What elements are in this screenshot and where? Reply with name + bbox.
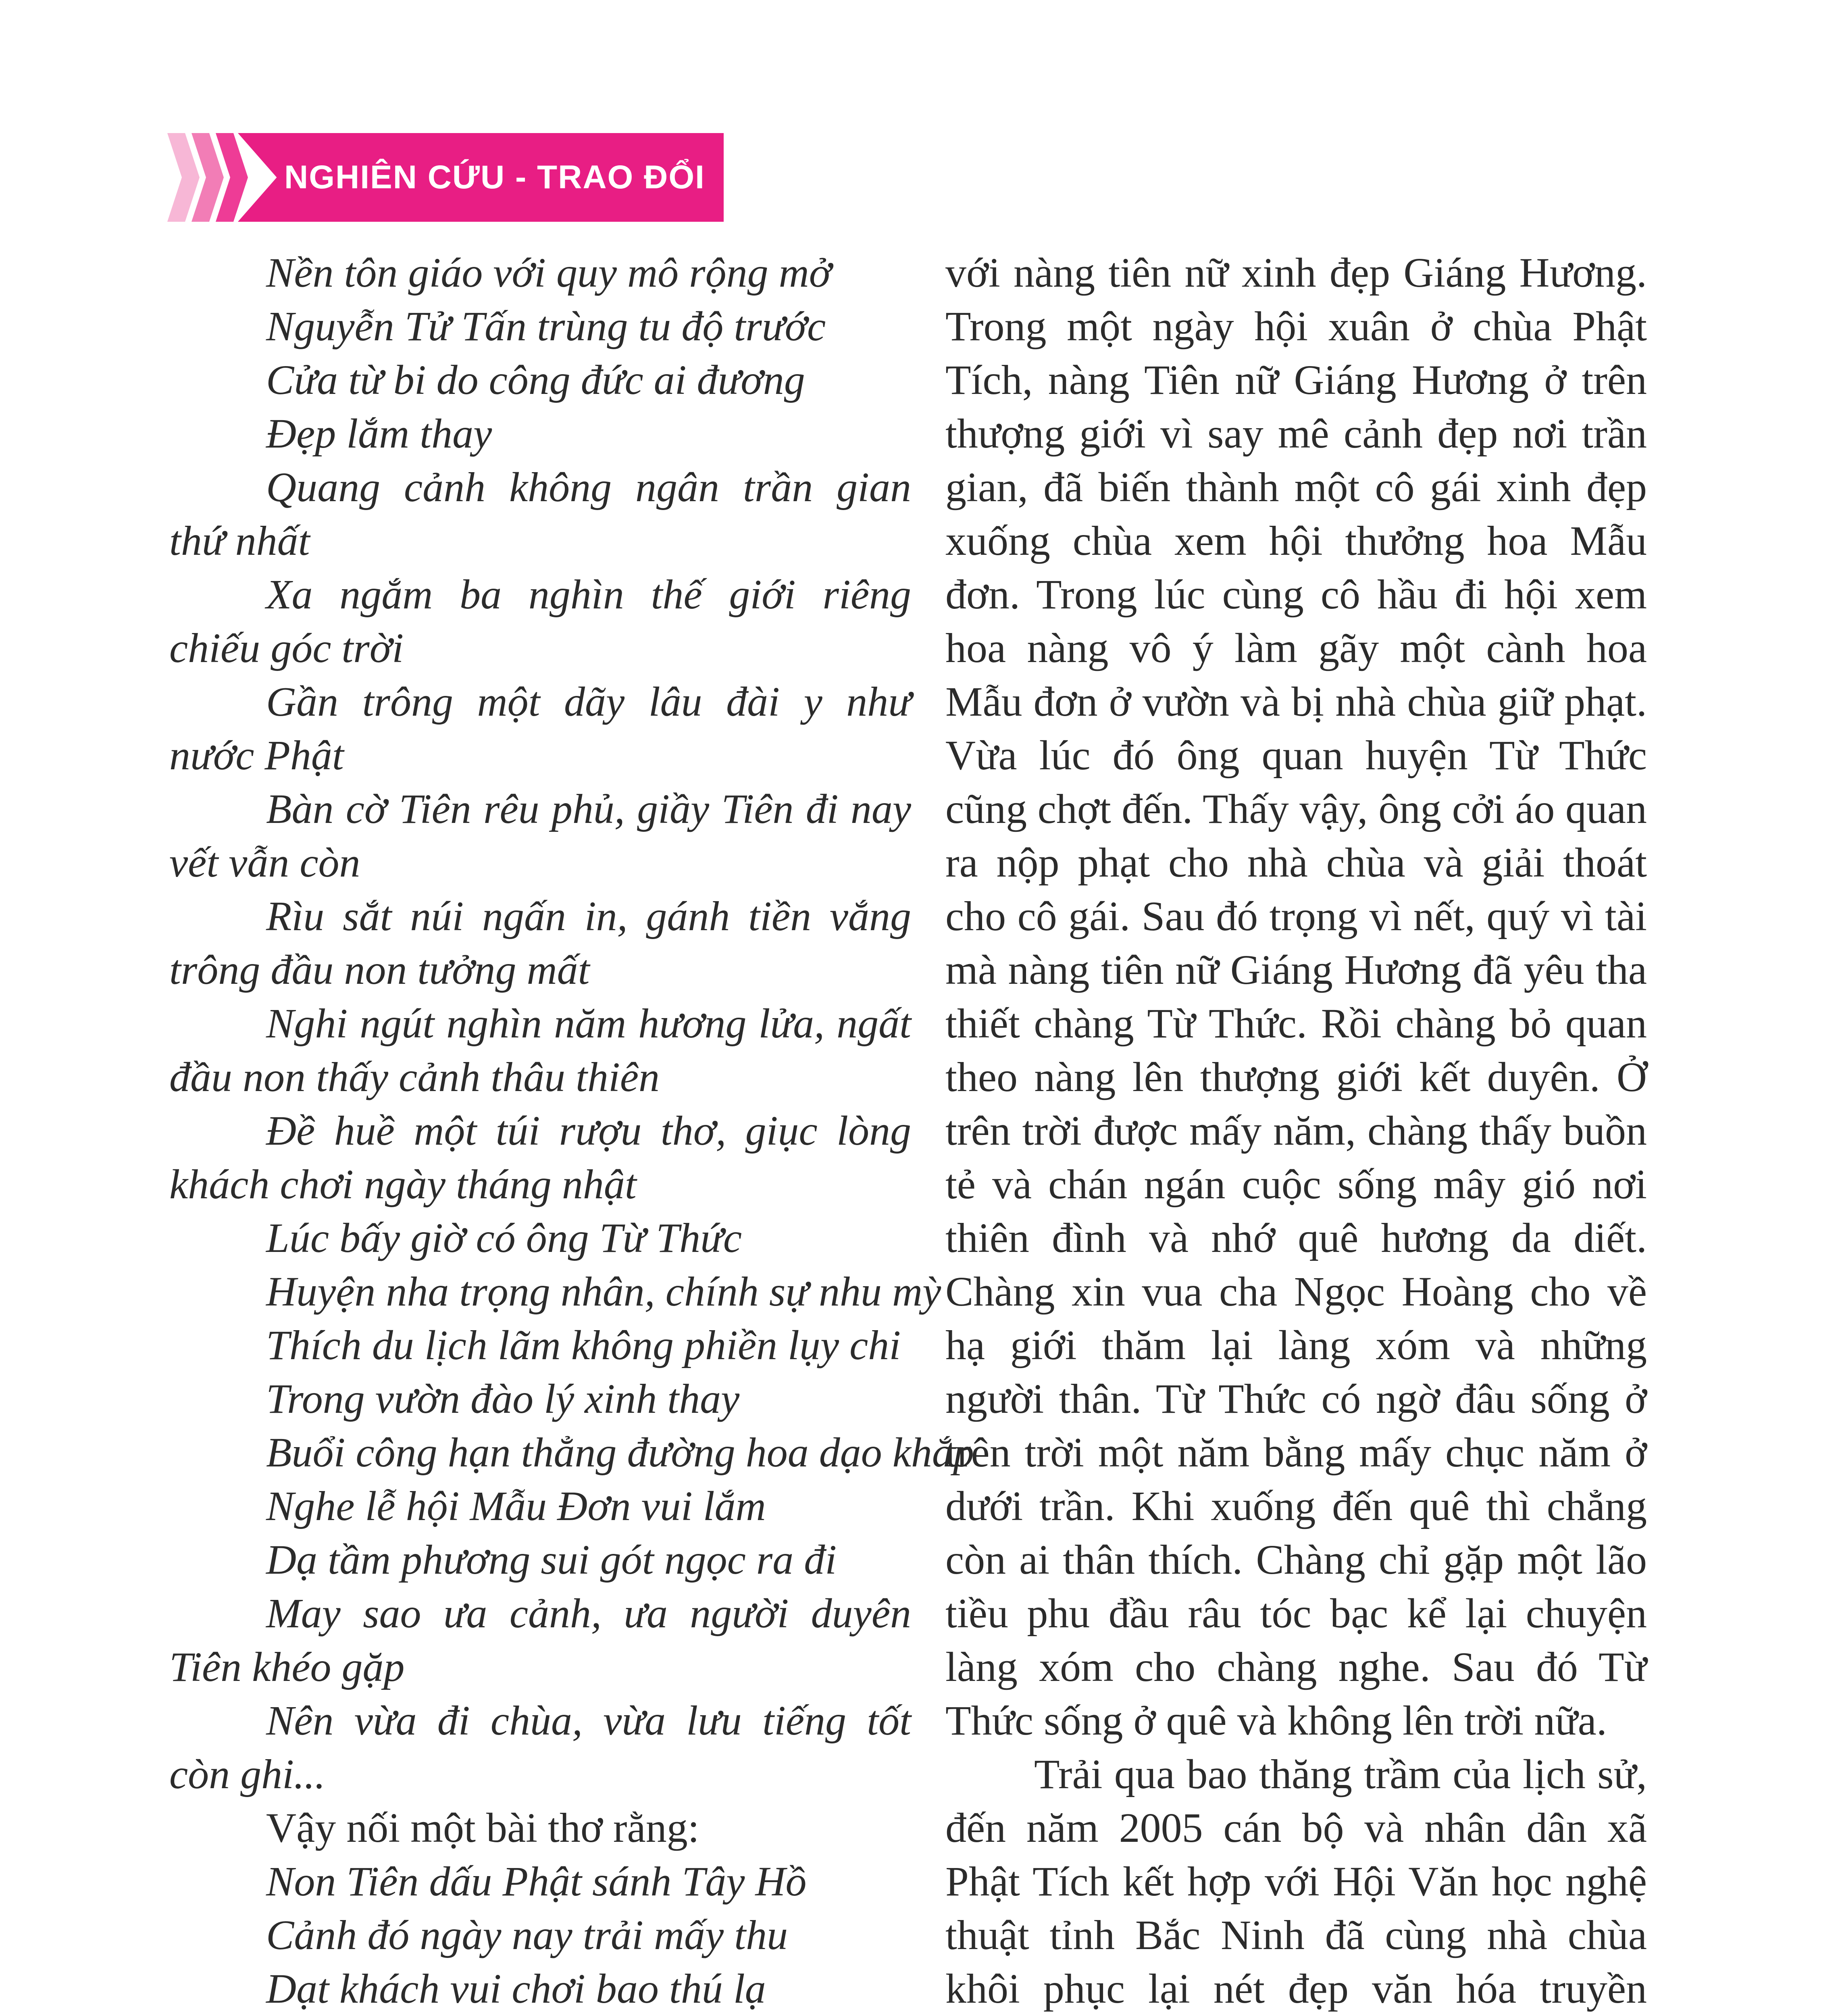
poem-line: [169, 460, 911, 568]
poem-verse-2: [169, 1855, 911, 2016]
left-column: [169, 246, 974, 2016]
poem-line-text: Bàn cờ Tiên rêu phủ, giầy Tiên đi nay: [266, 786, 911, 832]
poem-line: Nguyễn Tử Tấn trùng tu độ trước: [266, 303, 826, 350]
poem-line-text: May sao ưa cảnh, ưa người duyên: [266, 1590, 911, 1637]
poem-line-continuation: Tiên khéo gặp: [169, 1644, 405, 1690]
poem-line-continuation: nước Phật: [169, 732, 344, 779]
poem-line-continuation: đầu non thấy cảnh thâu thiên: [169, 1054, 660, 1100]
poem-line: [169, 997, 911, 1104]
poem-line: Thích du lịch lãm không phiền lụy chi: [266, 1322, 901, 1368]
poem-line-text: Đề huề một túi rượu thơ, giục lòng: [266, 1108, 911, 1154]
poem-line-text: Gần trông một dãy lâu đài y như: [266, 679, 911, 725]
poem-line-continuation: còn ghi...: [169, 1751, 326, 1797]
poem-line: Dạ tầm phương sui gót ngọc ra đi: [266, 1537, 837, 1583]
poem-line-continuation: thứ nhất: [169, 518, 310, 564]
poem-line-text: Quang cảnh không ngân trần gian: [266, 464, 911, 510]
chevron-decoration-light: [167, 133, 200, 222]
poem-line: [169, 675, 911, 782]
poem-line: Nền tôn giáo với quy mô rộng mở: [266, 250, 832, 296]
section-label: NGHIÊN CỨU - TRAO ĐỔI: [284, 159, 705, 196]
conclusion-paragraph: Trải qua bao thăng trầm của lịch sử, đến năm 2005 cán bộ và nhân dân xã Phật Tích kết hợp với Hội Văn học nghệ thuật tỉnh Bắc Ninh đã cùng nhà chùa khôi phục lại nét đẹp văn hóa truyền: [945, 1751, 1647, 2012]
poem-line: Dạt khách vui chơi bao thú lạ: [266, 1966, 766, 2012]
poem-line: [169, 568, 911, 675]
poem-line-continuation: vết vẫn còn: [169, 839, 360, 886]
story-paragraph: với nàng tiên nữ xinh đẹp Giáng Hương. Trong một ngày hội xuân ở chùa Phật Tích, nàng Tiên nữ Giáng Hương ở trên thượng giới vì say mê cảnh đẹp nơi trần gian, đã biến thành một cô gái xinh đẹp xuống chùa xem hội thưởng hoa Mẫu đơn. Trong lúc cùng cô hầu đi hội xem hoa nàng vô ý làm gãy một cành hoa Mẫu đơn ở vườn và bị nhà chùa giữ phạt. Vừa lúc đó ông quan huyện Từ Thức cũng chợt đến. Thấy vậy, ông cởi áo quan ra nộp phạt cho nhà chùa và giải thoát cho cô gái. Sau đó trọng vì nết, quý vì tài mà nàng tiên nữ Giáng Hương đã yêu tha thiết chàng Từ Thức. Rồi chàng bỏ quan theo nàng lên thượng giới kết duyên. Ở trên trời được mấy năm, chàng thấy buồn tẻ và chán ngán cuộc sống mây gió nơi thiên đình và nhớ quê hương da diết. Chàng xin vua cha Ngọc Hoàng cho về hạ giới thăm lại làng xóm và những người thân. Từ Thức có ngờ đâu sống ở trên trời một năm bằng mấy chục năm ở dưới trần. Khi xuống đến quê thì chẳng còn ai thân thích. Chàng chỉ gặp một lão tiều phu đầu râu tóc bạc kể lại chuyện làng xóm cho chàng nghe. Sau đó Từ Thức sống ở quê và không lên trời nữa.: [945, 250, 1647, 1744]
right-column: [945, 246, 1647, 2016]
poem-line-continuation: chiếu góc trời: [169, 625, 404, 671]
poem-line: [169, 1694, 911, 1801]
poem-line-text: Xa ngắm ba nghìn thế giới riêng: [266, 571, 911, 618]
poem-verse-1: [169, 246, 974, 1801]
section-banner: [167, 133, 724, 222]
poem-line: [169, 1587, 911, 1694]
poem-line-text: Nghi ngút nghìn năm hương lửa, ngất: [266, 1000, 911, 1047]
poem-line: Non Tiên dấu Phật sánh Tây Hồ: [266, 1858, 807, 1905]
poem-line-continuation: khách chơi ngày tháng nhật: [169, 1161, 637, 1208]
poem-line: [169, 1104, 911, 1211]
poem-line: [169, 782, 911, 889]
poem-line: Cảnh đó ngày nay trải mấy thu: [266, 1912, 788, 1958]
poem-line: Nghe lễ hội Mẫu Đơn vui lắm: [266, 1483, 766, 1529]
poem-line: Huyện nha trọng nhân, chính sự nhu mỳ: [266, 1268, 941, 1315]
poem-line: Cửa từ bi do công đức ai đương: [266, 357, 805, 403]
poem-line: Trong vườn đào lý xinh thay: [266, 1376, 740, 1422]
poem-line: Đẹp lắm thay: [266, 410, 492, 457]
poem-line: [169, 889, 911, 997]
poem-line: Buổi công hạn thẳng đường hoa dạo khắp: [266, 1429, 974, 1476]
poem-intro-line: Vậy nối một bài thơ rằng:: [266, 1805, 699, 1851]
poem-line-text: Rìu sắt núi ngấn in, gánh tiền vắng: [266, 893, 911, 939]
poem-line-text: Nên vừa đi chùa, vừa lưu tiếng tốt: [266, 1697, 911, 1744]
poem-line: Lúc bấy giờ có ông Từ Thức: [266, 1215, 742, 1261]
poem-line-continuation: trông đầu non tưởng mất: [169, 947, 590, 993]
